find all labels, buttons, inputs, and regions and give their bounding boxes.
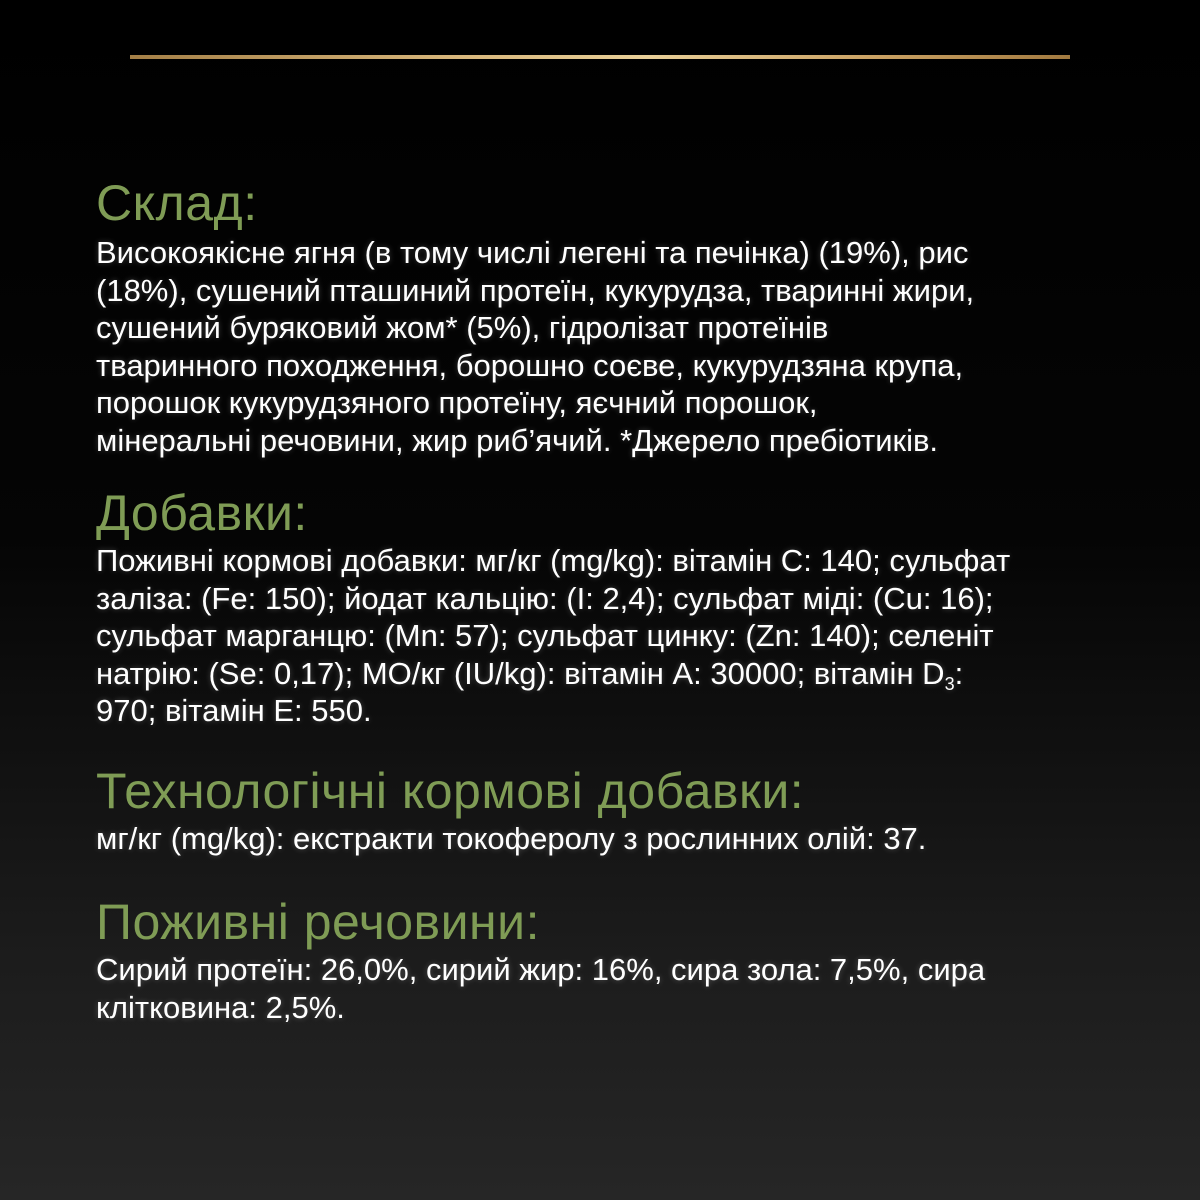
text-line: заліза: (Fe: 150); йодат кальцію: (I: 2,4); сульфат міді: (Cu: 16); [96,580,994,616]
technological-additives-section [96,762,1136,858]
additives-heading: Добавки: [96,485,308,541]
composition-heading: Склад: [96,175,258,231]
text-line: Поживні кормові добавки: мг/кг (mg/kg): вітамін С: 140; сульфат [96,543,1011,578]
nutrients-section [96,893,1136,1026]
text-line: сушений буряковий жом* (5%), гідролізат протеїнів [96,310,829,345]
text-line: Сирий протеїн: 26,0%, сирий жир: 16%, сира зола: 7,5%, сира [96,952,986,987]
nutrients-heading: Поживні речовини: [96,894,540,950]
text-line: Високоякісне ягня (в тому числі легені та печінка) (19%), рис [96,235,969,270]
composition-section [96,172,1136,459]
text-line: мінеральні речовини, жир риб’ячий. *Джерело пребіотиків. [96,422,939,458]
composition-content [96,172,1136,1026]
text-line: сульфат марганцю: (Mn: 57); сульфат цинку: (Zn: 140); селеніт [96,618,994,653]
technological-additives-text [96,820,1136,858]
text-line: тваринного походження, борошно соєве, кукурудзяна крупа, [96,347,964,383]
technological-additives-heading: Технологічні кормові добавки: [96,762,805,819]
d3-subscript: 3 [944,673,955,694]
nutrients-text [96,951,1136,1026]
composition-text [96,234,1136,459]
additives-text [96,542,1136,730]
text-line: 970; вітамін Е: 550. [96,693,372,728]
text-line: клітковина: 2,5%. [96,989,345,1025]
text-line: мг/кг (mg/kg): екстракти токоферолу з рослинних олій: 37. [96,820,927,856]
gold-divider [130,55,1070,59]
text-line: порошок кукурудзяного протеїну, яєчний порошок, [96,385,818,420]
text-line-part: натрію: (Se: 0,17); МО/кг (IU/kg): вітамін А: 30000; вітамін D [96,655,945,691]
additives-section [96,484,1136,730]
d3-colon: : [954,655,964,691]
text-line: (18%), сушений пташиний протеїн, кукурудза, тваринні жири, [96,272,975,308]
text-line [96,655,1136,693]
